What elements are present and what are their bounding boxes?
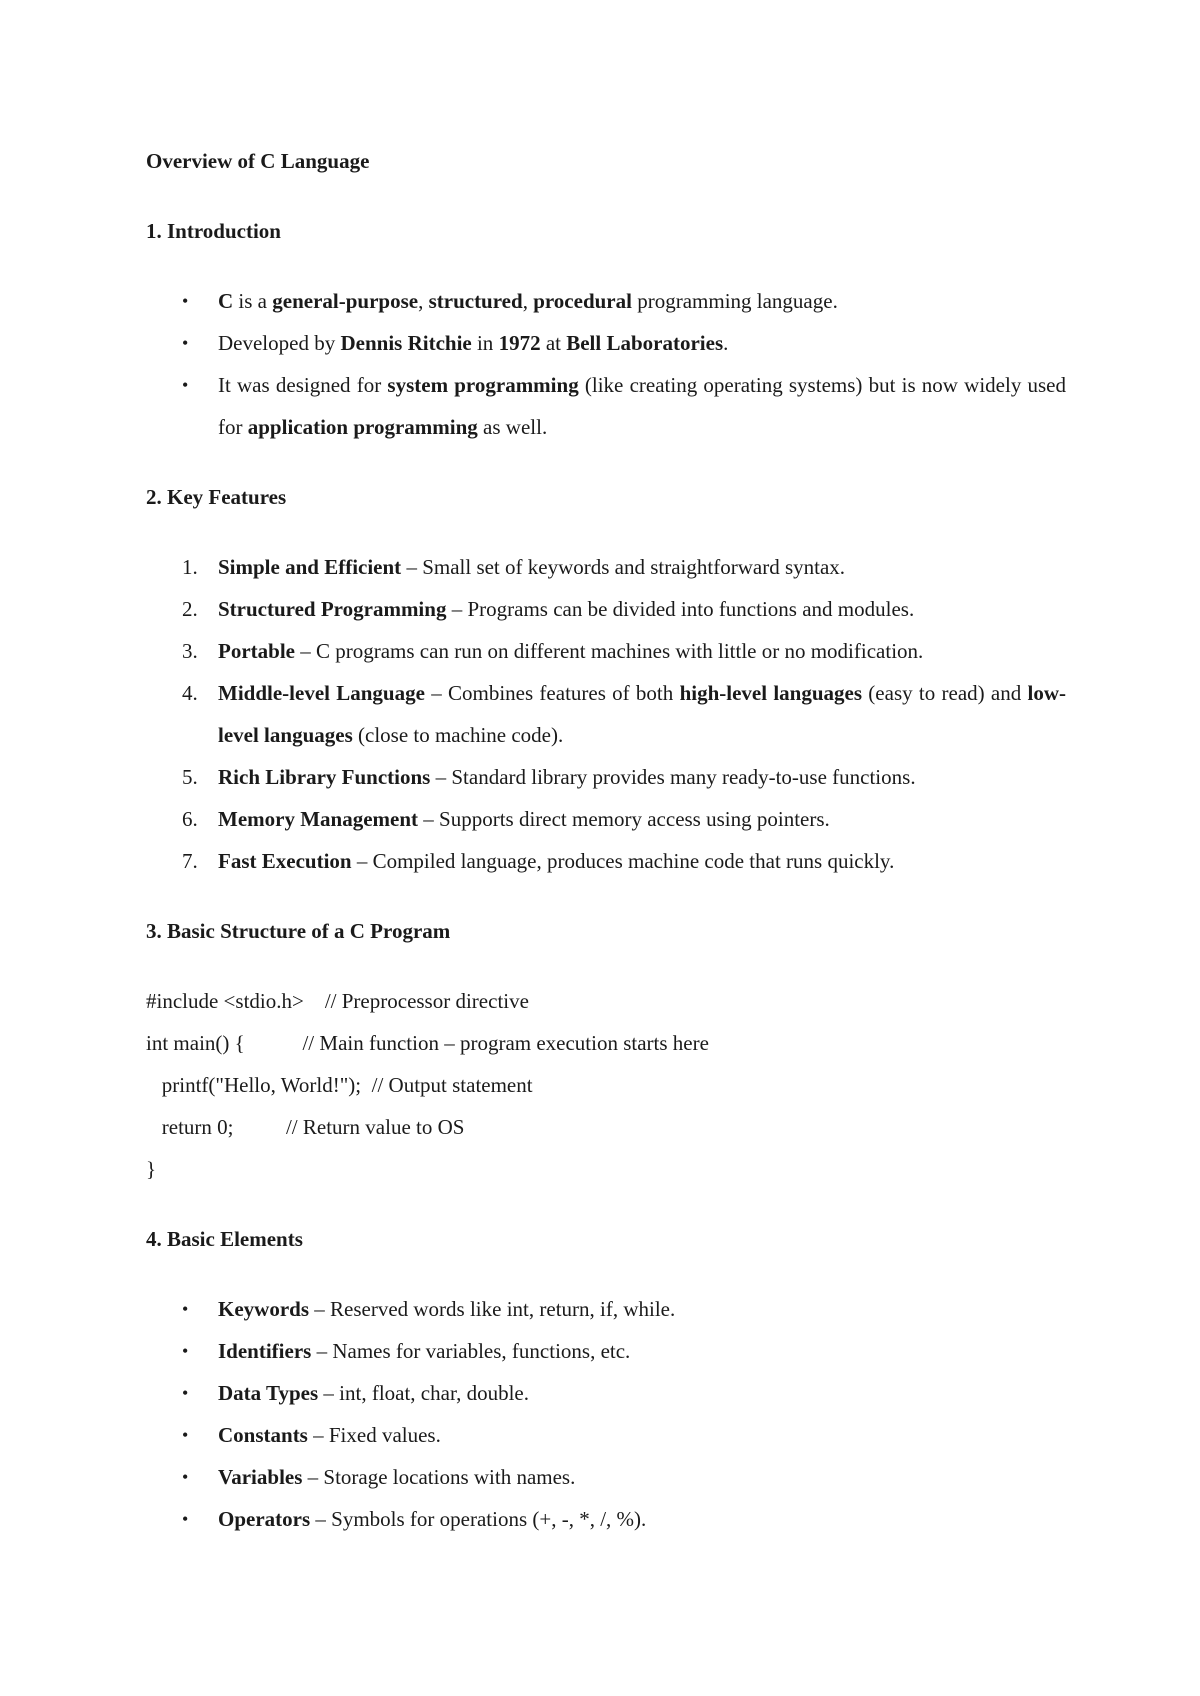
text: – int, float, char, double. [318,1381,530,1405]
code-line: } [146,1157,157,1181]
text: – Storage locations with names. [302,1465,576,1489]
bold-text: Middle-level Language [218,681,425,705]
text: – C programs can run on different machines with little or no modification. [294,639,924,663]
code-line: int main() { // Main function – program execution starts here [146,1031,709,1055]
bullet-icon: • [182,291,189,311]
text: – Reserved words like int, return, if, while. [309,1297,676,1321]
text: – Names for variables, functions, etc. [311,1339,631,1363]
text: – Symbols for operations (+, -, *, /, %). [310,1507,647,1531]
text: – Standard library provides many ready-to-use functions. [430,765,916,789]
document-title: Overview of C Language [146,149,370,173]
text: , [522,289,534,313]
text: is a [233,289,273,313]
text: (easy to read) and [862,681,1028,705]
section-heading-basic-structure: 3. Basic Structure of a C Program [146,919,451,943]
bold-text: Constants [218,1423,308,1447]
bullet-icon: • [182,1341,189,1361]
bold-text: Data Types [218,1381,319,1405]
list-number: 1. [182,555,198,579]
list-item [146,546,1066,588]
section-heading-key-features: 2. Key Features [146,485,287,509]
bold-text: procedural [533,289,632,313]
list-item [146,1456,1066,1498]
text: , [418,289,429,313]
text: – Combines features of both [424,681,680,705]
list-item [146,364,1066,448]
list-item [146,1414,1066,1456]
bold-text: structured [428,289,523,313]
document-page [146,140,1066,1568]
code-block [146,980,1066,1190]
bullet-icon: • [182,375,189,395]
section-heading-introduction: 1. Introduction [146,219,281,243]
list-item [146,1330,1066,1372]
bullet-icon: • [182,1425,189,1445]
list-item [146,672,1066,756]
list-item [146,840,1066,882]
list-number: 3. [182,639,198,663]
bullet-icon: • [182,333,189,353]
list-item [146,1372,1066,1414]
bold-text: Structured Programming [218,597,447,621]
code-line: printf("Hello, World!"); // Output statement [146,1073,533,1097]
introduction-list [146,280,1066,448]
bullet-icon: • [182,1383,189,1403]
bold-text: Identifiers [218,1339,312,1363]
bold-text: Keywords [218,1297,309,1321]
bold-text: Dennis Ritchie [340,331,472,355]
bold-text: Simple and Efficient [218,555,402,579]
list-item [146,1498,1066,1540]
bold-text: Variables [218,1465,303,1489]
text: as well. [477,415,548,439]
list-number: 5. [182,765,198,789]
bold-text: Rich Library Functions [218,765,431,789]
text: in [471,331,499,355]
bold-text: low-level languages [218,681,1067,747]
text: – Programs can be divided into functions and modules. [446,597,915,621]
text: It was designed for [218,373,388,397]
bullet-icon: • [182,1299,189,1319]
list-number: 4. [182,681,198,705]
list-item [146,630,1066,672]
bold-text: C [218,289,234,313]
list-item [146,798,1066,840]
list-item [146,322,1066,364]
bold-text: Fast Execution [218,849,352,873]
bold-text: system programming [387,373,579,397]
list-number: 6. [182,807,198,831]
bold-text: high-level languages [679,681,863,705]
text: at [540,331,567,355]
list-number: 7. [182,849,198,873]
bullet-icon: • [182,1467,189,1487]
list-item [146,588,1066,630]
text: (close to machine code). [352,723,564,747]
list-item [146,280,1066,322]
text: programming language. [631,289,838,313]
bold-text: Memory Management [218,807,419,831]
code-line: #include <stdio.h> // Preprocessor directive [146,989,529,1013]
text: Developed by [218,331,341,355]
text: – Supports direct memory access using pointers. [418,807,830,831]
list-number: 2. [182,597,198,621]
bold-text: Bell Laboratories [566,331,724,355]
text: – Small set of keywords and straightforward syntax. [401,555,846,579]
bold-text: 1972 [498,331,541,355]
section-heading-basic-elements: 4. Basic Elements [146,1227,303,1251]
text: (like creating operating systems) but is now widely used for [218,373,1067,439]
bold-text: Portable [218,639,295,663]
text: . [723,331,729,355]
bold-text: Operators [218,1507,311,1531]
text: – Fixed values. [307,1423,441,1447]
bold-text: general-purpose [272,289,419,313]
bullet-icon: • [182,1509,189,1529]
list-item [146,756,1066,798]
basic-elements-list [146,1288,1066,1540]
list-item [146,1288,1066,1330]
key-features-list [146,546,1066,882]
code-line: return 0; // Return value to OS [146,1115,465,1139]
bold-text: application programming [247,415,478,439]
text: – Compiled language, produces machine code that runs quickly. [351,849,895,873]
